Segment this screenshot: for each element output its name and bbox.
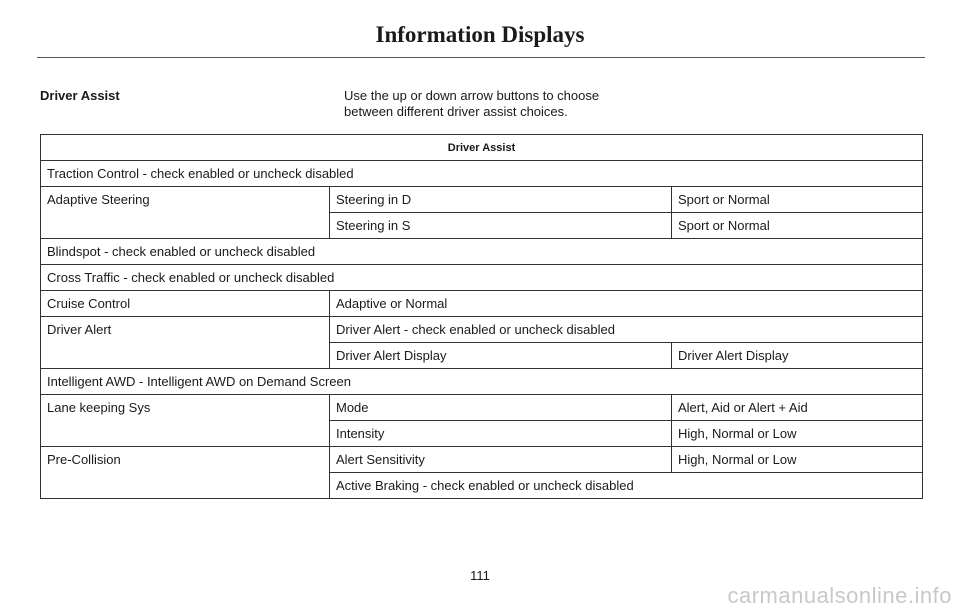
table-row (41, 447, 923, 473)
table-header-row (41, 135, 923, 161)
table-cell: Active Braking - check enabled or uncheck disabled (330, 473, 923, 499)
page-number: 111 (470, 568, 490, 583)
page-title: Information Displays (375, 22, 585, 47)
table-cell: Sport or Normal (672, 213, 923, 239)
section-label: Driver Assist (40, 88, 120, 103)
table-cell: Driver Alert Display (330, 343, 672, 369)
table-row (41, 187, 923, 213)
table-row (41, 291, 923, 317)
table-cell: Driver Alert Display (672, 343, 923, 369)
table-cell: Alert Sensitivity (330, 447, 672, 473)
table-cell: Intelligent AWD - Intelligent AWD on Demand Screen (41, 369, 923, 395)
table-row (41, 317, 923, 343)
table-cell: Steering in S (330, 213, 672, 239)
table-cell: High, Normal or Low (672, 447, 923, 473)
table-cell: Driver Alert - check enabled or uncheck disabled (330, 317, 923, 343)
table-row (41, 395, 923, 421)
table-cell: Driver Alert (41, 317, 330, 369)
table-cell: High, Normal or Low (672, 421, 923, 447)
table-row (41, 265, 923, 291)
table-cell: Traction Control - check enabled or uncheck disabled (41, 161, 923, 187)
table-cell: Adaptive or Normal (330, 291, 923, 317)
table-cell: Sport or Normal (672, 187, 923, 213)
table-heading: Driver Assist (41, 135, 923, 161)
table-cell: Lane keeping Sys (41, 395, 330, 447)
watermark: carmanualsonline.info (727, 583, 952, 608)
table-cell: Alert, Aid or Alert + Aid (672, 395, 923, 421)
table-row (41, 161, 923, 187)
table-cell: Cruise Control (41, 291, 330, 317)
table-row (41, 239, 923, 265)
title-divider (37, 57, 925, 58)
driver-assist-table (40, 134, 923, 499)
section-intro: Use the up or down arrow buttons to choose between different driver assist choices. (344, 88, 600, 119)
table-cell: Adaptive Steering (41, 187, 330, 239)
table-cell: Pre-Collision (41, 447, 330, 499)
table-row (41, 369, 923, 395)
table-cell: Steering in D (330, 187, 672, 213)
table-cell: Cross Traffic - check enabled or uncheck disabled (41, 265, 923, 291)
table-cell: Intensity (330, 421, 672, 447)
table-cell: Mode (330, 395, 672, 421)
table-cell: Blindspot - check enabled or uncheck disabled (41, 239, 923, 265)
